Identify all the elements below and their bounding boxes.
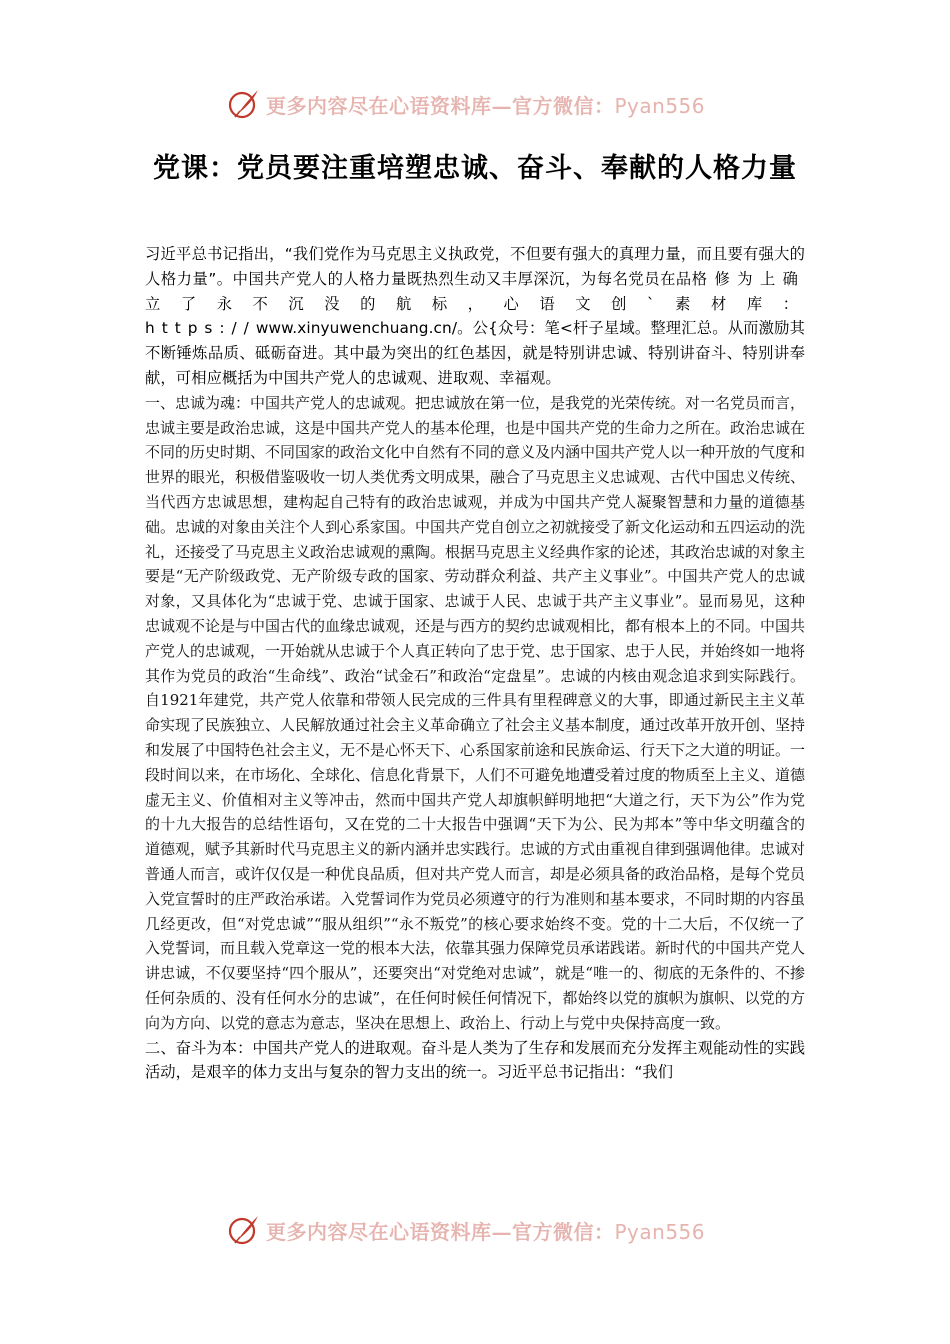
intro-text-a: 习近平总书记指出，“我们党作为马克思主义执政党，不但要有强大的真理力量，而且要有强大的人格力量”。中国共产党人的人格力量既热烈生动又丰厚深沉，为每名党员在品 (145, 245, 805, 288)
intro-text-b: 格修为上确立了永不沉没的航标，心语文创`素材库：https:// (145, 269, 805, 338)
quill-pen-logo-icon (226, 86, 262, 122)
intro-text-c: www.xinyuwenchuang.cn/。公{众号：笔<杆子星域。整理汇总。从而激励其不断锤炼品质、砥砺奋进。其中最为突出的红色基因，就是特别讲忠诚、特别讲奋斗、特别讲奉献，可相应概括为中国共产党人的忠诚观、进取观、幸福观。 (145, 319, 805, 387)
banner-text: 更多内容尽在心语资料库—官方微信：Pyan556 (266, 93, 706, 118)
article-body (145, 242, 805, 1085)
header-watermark-banner (226, 84, 726, 124)
quill-pen-logo-icon (226, 1212, 262, 1248)
banner-wechat-id: Pyan556 (614, 1219, 706, 1244)
banner-wechat-id: Pyan556 (614, 93, 706, 118)
banner-text: 更多内容尽在心语资料库—官方微信：Pyan556 (266, 1219, 706, 1244)
page-title: 党课：党员要注重培塑忠诚、奋斗、奉献的人格力量 (153, 153, 797, 184)
footer-watermark-banner (226, 1210, 726, 1250)
section-two-paragraph: 二、奋斗为本：中国共产党人的进取观。奋斗是人类为了生存和发展而充分发挥主观能动性的实践活动，是艰辛的体力支出与复杂的智力支出的统一。习近平总书记指出：“我们 (145, 1038, 805, 1082)
intro-paragraph (145, 242, 805, 391)
section-one-paragraph: 一、忠诚为魂：中国共产党人的忠诚观。把忠诚放在第一位，是我党的光荣传统。对一名党员而言，忠诚主要是政治忠诚，这是中国共产党人的基本伦理，也是中国共产党的生命力之所在。政治忠诚在不同的历史时期、不同国家的政治文化中自然有不同的意义及内涵中国共产党人以一种开放的气度和世界的眼光，积极借鉴吸收一切人类优秀文明成果，融合了马克思主义忠诚观、古代中国忠义传统、当代西方忠诚思想，建构起自己特有的政治忠诚观，并成为中国共产党人凝聚智慧和力量的道德基础。忠诚的对象由关注个人到心系家国。中国共产党自创立之初就接受了新文化运动和五四运动的洗礼，还接受了马克思主义政治忠诚观的熏陶。根据马克思主义经典作家的论述，其政治忠诚的对象主要是“无产阶级政党、无产阶级专政的国家、劳动群众利益、共产主义事业”。中国共产党人的忠诚对象，又具体化为“忠诚于党、忠诚于国家、忠诚于人民、忠诚于共产主义事业”。显而易见，这种忠诚观不论是与中国古代的血缘忠诚观，还是与西方的契约忠诚观相比，都有根本上的不同。中国共产党人的忠诚观，一开始就从忠诚于个人真正转向了忠于党、忠于国家、忠于人民，并始终如一地将其作为党员的政治“生命线”、政治“试金石”和政治“定盘星”。忠诚的内核由观念追求到实际践行。自1921年建党，共产党人依靠和带领人民完成的三件具有里程碑意义的大事，即通过新民主主义革命实现了民族独立、人民解放通过社会主义革命确立了社会主义基本制度，通过改革开放开创、坚持和发展了中国特色社会主义，无不是心怀天下、心系国家前途和民族命运、行天下之大道的明证。一段时间以来，在市场化、全球化、信息化背景下，人们不可避免地遭受着过度的物质至上主义、道德虚无主义、价值相对主义等冲击，然而中国共产党人却旗帜鲜明地把“大道之行，天下为公”作为党的十九大报告的总结性语句，又在党的二十大报告中强调“天下为公、民为邦本”等中华文明蕴含的道德观，赋予其新时代马克思主义的新内涵并忠实践行。忠诚的方式由重视自律到强调他律。忠诚对普通人而言，或许仅仅是一种优良品质，但对共产党人而言，却是必须具备的政治品格，是每个党员入党宣誓时的庄严政治承诺。入党誓词作为党员必须遵守的行为准则和基本要求，不同时期的内容虽几经更改，但“对党忠诚”“服从组织”“永不叛党”的核心要求始终不变。党的十二大后，不仅统一了入党誓词，而且载入党章这一党的根本大法，依靠其强力保障党员承诺践诺。新时代的中国共产党人讲忠诚，不仅要坚持“四个服从”，还要突出“对党绝对忠诚”，就是“唯一的、彻底的无条件的、不掺任何杂质的、没有任何水分的忠诚”，在任何时候任何情况下，都始终以党的旗帜为旗帜、以党的方向为方向、以党的意志为意志，坚决在思想上、政治上、行动上与党中央保持高度一致。 (145, 393, 806, 1032)
